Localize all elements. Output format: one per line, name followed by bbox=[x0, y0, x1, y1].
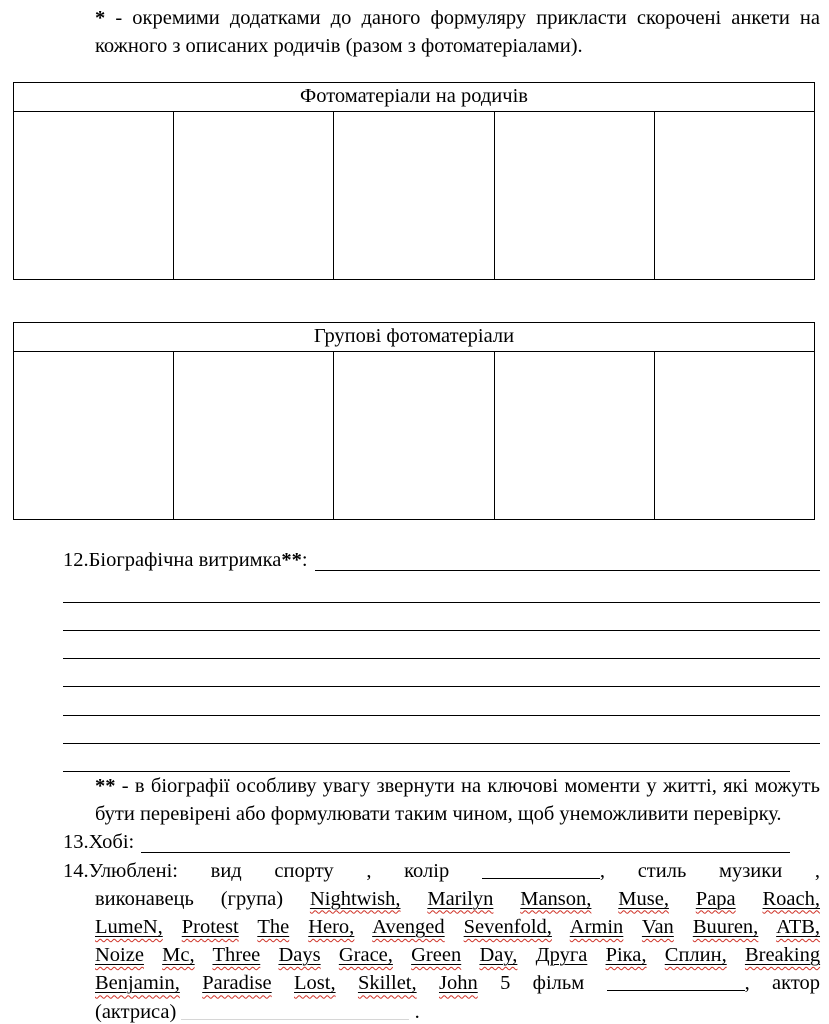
item-12-biography bbox=[63, 546, 820, 574]
double-asterisk-marker: ** bbox=[95, 774, 116, 797]
footnote-text: бути перевірені або формулювати таким чином, щоб унеможливити перевірку. bbox=[95, 803, 782, 826]
text-run: виконавець bbox=[95, 887, 221, 910]
band-name bbox=[339, 944, 393, 966]
footnote-double-asterisk bbox=[95, 772, 820, 828]
band-name-text: Van bbox=[641, 915, 674, 938]
table-relatives-photos bbox=[13, 82, 815, 280]
band-name bbox=[642, 916, 674, 938]
text-run bbox=[493, 888, 520, 910]
band-name bbox=[212, 944, 260, 966]
text-run: (група) bbox=[220, 887, 310, 910]
relatives-photo-cell[interactable] bbox=[333, 112, 493, 279]
table-title: Фотоматеріали на родичів bbox=[14, 83, 814, 112]
band-name-text: Day, bbox=[479, 944, 518, 967]
band-name-text: John bbox=[438, 972, 478, 995]
band-name-text: Skillet, bbox=[357, 972, 417, 995]
text-run: (актриса) bbox=[95, 1000, 182, 1023]
text-run: стиль bbox=[637, 859, 719, 882]
text-run bbox=[321, 944, 339, 966]
footnote-line bbox=[95, 32, 820, 60]
band-name-text: Roach, bbox=[762, 887, 820, 910]
band-name bbox=[606, 944, 647, 966]
band-name-text: Armin bbox=[569, 915, 624, 938]
band-name bbox=[202, 972, 271, 994]
band-name bbox=[95, 916, 163, 938]
band-name bbox=[439, 972, 478, 994]
table-body bbox=[14, 352, 814, 519]
band-name-text: LumeN, bbox=[95, 915, 163, 938]
text-run bbox=[647, 944, 665, 966]
band-name-text: Noize bbox=[95, 944, 144, 967]
text-run bbox=[591, 888, 618, 910]
band-name bbox=[745, 944, 820, 966]
band-name-text: Sevenfold, bbox=[463, 915, 552, 938]
text-run bbox=[195, 944, 213, 966]
text-run bbox=[623, 916, 642, 938]
band-name-text: Marilyn bbox=[427, 887, 494, 910]
footnote-text: кожного з описаних родичів (разом з фотоматеріалами). bbox=[95, 35, 583, 58]
group-photo-cell[interactable] bbox=[654, 352, 814, 519]
band-name-text: Days bbox=[278, 944, 321, 967]
favorite-color-blank[interactable] bbox=[482, 865, 600, 879]
band-name bbox=[257, 916, 289, 938]
biography-blank-line[interactable] bbox=[63, 716, 820, 744]
band-name bbox=[570, 916, 624, 938]
band-name bbox=[182, 916, 239, 938]
band-name bbox=[372, 916, 444, 938]
text-run: спорту bbox=[274, 859, 367, 882]
favorite-film-blank[interactable] bbox=[607, 977, 745, 991]
hobby-blank-line[interactable] bbox=[141, 828, 790, 852]
footnote-single-asterisk bbox=[95, 4, 820, 60]
band-name bbox=[310, 888, 401, 910]
band-name-text: Сплин, bbox=[664, 944, 727, 967]
asterisk-marker: * bbox=[95, 7, 106, 29]
band-name bbox=[520, 888, 591, 910]
text-run bbox=[736, 888, 763, 910]
item-12-label: 12.Біографічна витримка bbox=[63, 549, 282, 572]
text-run: колір bbox=[404, 859, 482, 882]
item-12-colon: : bbox=[301, 549, 308, 572]
text-run bbox=[758, 916, 776, 938]
text-run: . bbox=[409, 1000, 420, 1023]
text-run bbox=[587, 944, 605, 966]
band-name-text: Three bbox=[212, 944, 261, 967]
band-name-text: Buuren, bbox=[692, 915, 759, 938]
band-name bbox=[358, 972, 417, 994]
biography-blank-line[interactable] bbox=[63, 744, 790, 772]
item-13-label: Хобі: bbox=[88, 831, 135, 854]
group-photo-cell[interactable] bbox=[494, 352, 654, 519]
footnote-line bbox=[95, 800, 820, 828]
text-run bbox=[354, 916, 372, 938]
footnote-line bbox=[95, 4, 820, 32]
band-name bbox=[427, 888, 493, 910]
band-name: Друга bbox=[535, 944, 588, 967]
band-name bbox=[479, 944, 517, 966]
text-run: , bbox=[744, 972, 773, 995]
text-run bbox=[445, 916, 464, 938]
biography-blank-line[interactable] bbox=[63, 687, 820, 715]
band-name-text: The bbox=[257, 915, 290, 938]
item-14-favorites-line-2 bbox=[95, 885, 820, 913]
table-group-photos bbox=[13, 322, 815, 520]
item-14-favorites-line-3 bbox=[95, 913, 820, 941]
band-name bbox=[294, 972, 336, 994]
text-run bbox=[180, 972, 202, 994]
item-14-favorites-line-6 bbox=[95, 998, 820, 1024]
text-run bbox=[272, 972, 294, 994]
text-run bbox=[417, 972, 439, 994]
text-run: 5 фільм bbox=[477, 972, 607, 995]
text-run bbox=[260, 944, 278, 966]
table-body bbox=[14, 112, 814, 279]
band-name-text: Ріка, bbox=[605, 944, 647, 967]
band-name bbox=[308, 916, 354, 938]
item-14-favorites-line-4 bbox=[95, 941, 820, 969]
band-name bbox=[696, 888, 736, 910]
group-photo-cell[interactable] bbox=[14, 352, 173, 519]
band-name-text: Protest bbox=[181, 915, 239, 938]
band-name bbox=[95, 944, 144, 966]
band-name-text: Hero, bbox=[308, 915, 355, 938]
text-run bbox=[239, 916, 258, 938]
group-photo-cell[interactable] bbox=[173, 352, 333, 519]
text-run bbox=[727, 944, 745, 966]
relatives-photo-cell[interactable] bbox=[14, 112, 173, 279]
band-name bbox=[278, 944, 320, 966]
biography-blank-line[interactable] bbox=[63, 603, 820, 631]
text-run: музики bbox=[718, 859, 815, 882]
text-run bbox=[674, 916, 693, 938]
relatives-photo-cell[interactable] bbox=[494, 112, 654, 279]
text-run: , bbox=[599, 859, 638, 882]
band-name bbox=[464, 916, 552, 938]
footnote-line bbox=[95, 772, 820, 800]
text-run bbox=[552, 916, 570, 938]
item-14-favorites-line-1 bbox=[63, 857, 820, 885]
band-name-text: Lost, bbox=[294, 972, 336, 995]
band-name-text: Muse, bbox=[618, 887, 669, 910]
band-name bbox=[776, 916, 820, 938]
relatives-photo-cell[interactable] bbox=[654, 112, 814, 279]
text-run bbox=[517, 944, 535, 966]
text-run: вид bbox=[210, 859, 275, 882]
band-name bbox=[411, 944, 461, 966]
band-name-text: Manson, bbox=[520, 887, 592, 910]
band-name-text: Mc, bbox=[162, 944, 195, 967]
band-name-text: ATB, bbox=[776, 915, 821, 938]
biography-blank-line[interactable] bbox=[315, 546, 820, 570]
text-run: актор bbox=[772, 972, 821, 995]
item-13-hobby bbox=[63, 828, 820, 856]
band-name bbox=[665, 944, 727, 966]
band-name bbox=[763, 888, 821, 910]
footnote-text: - окремими додатками до даного формуляру прикласти скорочені анкети на bbox=[105, 7, 820, 29]
band-name bbox=[95, 972, 180, 994]
double-asterisk-marker: ** bbox=[281, 549, 302, 572]
biography-blank-line[interactable] bbox=[63, 659, 820, 687]
item-13-number: 13. bbox=[63, 831, 89, 854]
text-run: , bbox=[366, 859, 405, 882]
text-run: , bbox=[814, 859, 820, 882]
biography-blank-line[interactable] bbox=[63, 631, 820, 659]
text-run bbox=[669, 888, 696, 910]
favorite-actress-blank[interactable] bbox=[181, 1006, 409, 1020]
text-run bbox=[336, 972, 358, 994]
band-name-text: Paradise bbox=[202, 972, 272, 995]
text-run: 14.Улюблені: bbox=[63, 859, 211, 882]
text-run bbox=[461, 944, 479, 966]
band-name-text: Grace, bbox=[338, 944, 393, 967]
band-name-text: Papa bbox=[695, 887, 736, 910]
text-run bbox=[163, 916, 182, 938]
band-name bbox=[693, 916, 758, 938]
band-name bbox=[618, 888, 669, 910]
footnote-text: - в біографії особливу увагу звернути на ключові моменти у житті, які можуть bbox=[115, 774, 820, 797]
relatives-photo-cell[interactable] bbox=[173, 112, 333, 279]
text-run bbox=[401, 888, 428, 910]
band-name-text: Benjamin, bbox=[95, 972, 180, 995]
band-name-text: Breaking bbox=[744, 944, 821, 967]
text-run bbox=[144, 944, 162, 966]
band-name bbox=[162, 944, 194, 966]
table-title: Групові фотоматеріали bbox=[14, 323, 814, 352]
band-name-text: Nightwish, bbox=[309, 887, 401, 910]
band-name-text: Green bbox=[411, 944, 462, 967]
biography-blank-line[interactable] bbox=[63, 575, 820, 603]
band-name-text: Avenged bbox=[372, 915, 445, 938]
text-run bbox=[289, 916, 308, 938]
text-run bbox=[393, 944, 411, 966]
group-photo-cell[interactable] bbox=[333, 352, 493, 519]
item-14-favorites-line-5 bbox=[95, 969, 820, 997]
